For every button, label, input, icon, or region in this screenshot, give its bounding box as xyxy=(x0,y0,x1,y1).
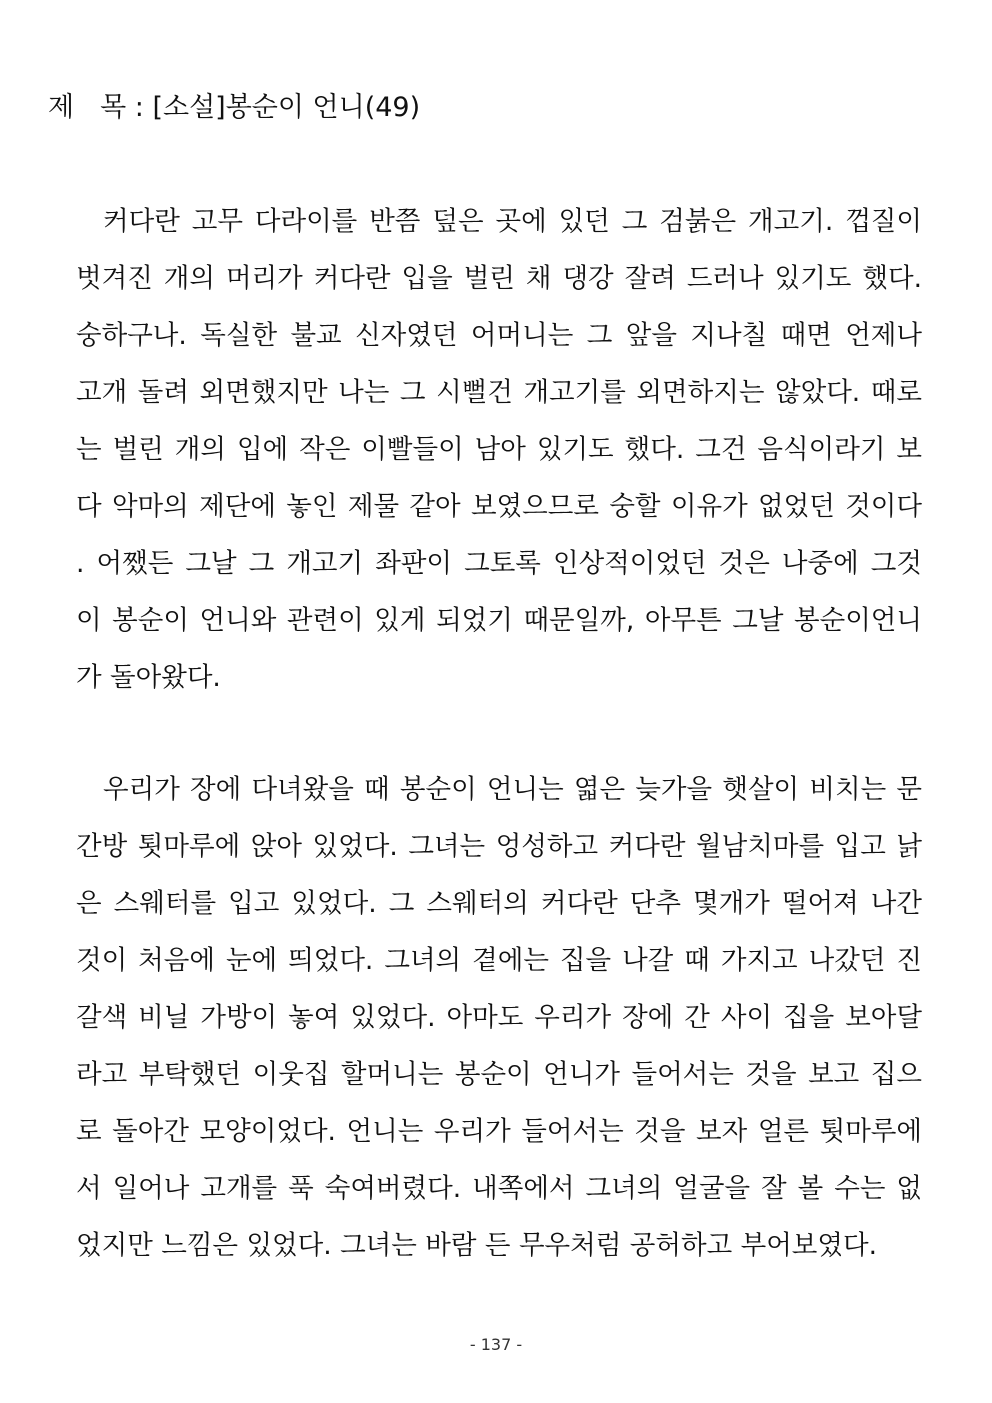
title-separator: : xyxy=(134,92,144,123)
text-line: 간방 툇마루에 앉아 있었다. 그녀는 엉성하고 커다란 월남치마를 입고 낡 xyxy=(76,831,922,862)
text-line: 갈색 비닐 가방이 놓여 있었다. 아마도 우리가 장에 간 사이 집을 보아달 xyxy=(76,1002,922,1033)
text-line: 이 봉순이 언니와 관련이 있게 되었기 때문일까, 아무튼 그날 봉순이언니 xyxy=(76,605,922,636)
text-line: 다 악마의 제단에 놓인 제물 같아 보였으므로 숭할 이유가 없었던 것이다 xyxy=(76,491,922,522)
text-line: 로 돌아간 모양이었다. 언니는 우리가 들어서는 것을 보자 얼른 툇마루에 xyxy=(76,1116,922,1147)
title-label-second: 목 xyxy=(100,92,127,123)
text-line: 서 일어나 고개를 푹 숙여버렸다. 내쪽에서 그녀의 얼굴을 잘 볼 수는 없 xyxy=(76,1173,922,1204)
page-number: - 137 - xyxy=(469,1335,523,1354)
text-line: 우리가 장에 다녀왔을 때 봉순이 언니는 엷은 늦가을 햇살이 비치는 문 xyxy=(103,774,922,805)
text-line: . 어쨌든 그날 그 개고기 좌판이 그토록 인상적이었던 것은 나중에 그것 xyxy=(76,548,922,579)
title-label-first: 제 xyxy=(48,92,75,123)
document-title xyxy=(48,88,420,128)
text-line: 커다란 고무 다라이를 반쯤 덮은 곳에 있던 그 검붉은 개고기. 껍질이 xyxy=(103,206,922,237)
text-line: 가 돌아왔다. xyxy=(76,662,221,693)
text-line: 는 벌린 개의 입에 작은 이빨들이 남아 있기도 했다. 그건 음식이라기 보 xyxy=(76,434,922,465)
text-line: 것이 처음에 눈에 띄었다. 그녀의 곁에는 집을 나갈 때 가지고 나갔던 진 xyxy=(76,945,922,976)
title-text: [소설]봉순이 언니(49) xyxy=(152,92,421,123)
text-line: 벗겨진 개의 머리가 커다란 입을 벌린 채 댕강 잘려 드러나 있기도 했다. xyxy=(76,263,922,294)
text-line: 라고 부탁했던 이웃집 할머니는 봉순이 언니가 들어서는 것을 보고 집으 xyxy=(76,1059,922,1090)
text-line: 었지만 느낌은 있었다. 그녀는 바람 든 무우처럼 공허하고 부어보였다. xyxy=(76,1230,878,1261)
text-line: 고개 돌려 외면했지만 나는 그 시뻘건 개고기를 외면하지는 않았다. 때로 xyxy=(76,377,922,408)
text-line: 은 스웨터를 입고 있었다. 그 스웨터의 커다란 단추 몇개가 떨어져 나간 xyxy=(76,888,922,919)
text-line: 숭하구나. 독실한 불교 신자였던 어머니는 그 앞을 지나칠 때면 언제나 xyxy=(76,320,922,351)
